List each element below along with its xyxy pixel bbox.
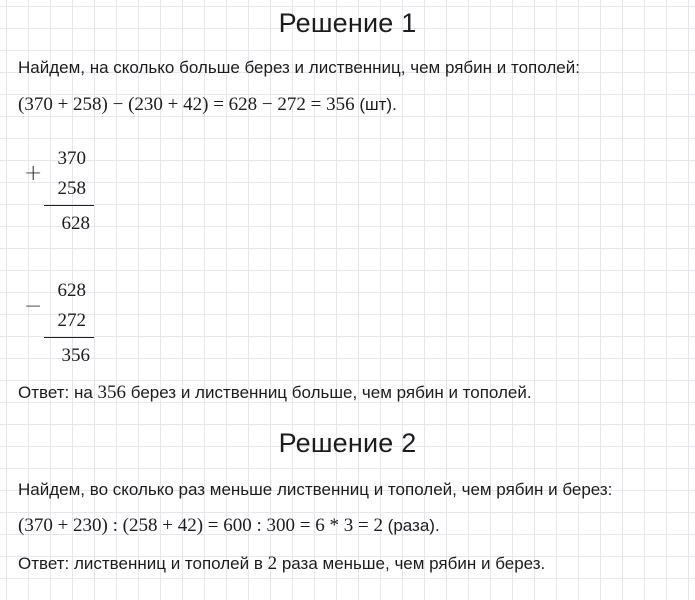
addition-result-line <box>44 205 94 206</box>
solution-2-answer <box>18 553 545 575</box>
solution-2-intro: Найдем, во сколько раз меньше лиственниц и тополей, чем рябин и берез: <box>18 480 613 499</box>
solution-2-answer-suffix: раза меньше, чем рябин и берез. <box>277 554 546 573</box>
subtraction-result: 356 <box>61 345 90 366</box>
solution-1-expression-unit: (шт). <box>354 95 397 114</box>
solution-2-expression-line <box>18 515 440 537</box>
addition-operand-1: 370 <box>57 148 86 169</box>
solution-1-intro: Найдем, на сколько больше берез и лиственниц, чем рябин и тополей: <box>18 58 580 77</box>
solution-1-answer <box>18 382 532 404</box>
solution-1-title: Решение 1 <box>278 8 417 38</box>
minus-sign: − <box>24 294 43 319</box>
solution-2-title: Решение 2 <box>278 428 417 458</box>
solution-2-answer-number: 2 <box>267 553 278 574</box>
solution-1-answer-prefix: Ответ: на <box>18 383 98 402</box>
plus-sign: + <box>24 161 43 186</box>
subtraction-operand-1: 628 <box>57 280 86 301</box>
addition-operand-2: 258 <box>57 178 86 199</box>
solution-1-answer-suffix: берез и лиственниц больше, чем рябин и тополей. <box>126 383 532 402</box>
addition-result: 628 <box>61 213 90 234</box>
solution-1-expression-line <box>18 94 397 116</box>
solution-1-expression: (370 + 258) − (230 + 42) = 628 − 272 = 356 <box>18 94 355 115</box>
solution-1-answer-number: 356 <box>97 382 127 403</box>
subtraction-result-line <box>44 337 94 338</box>
solution-2-expression-unit: (раза). <box>382 516 440 535</box>
solution-2-expression: (370 + 230) : (258 + 42) = 600 : 300 = 6 * 3 = 2 <box>18 515 383 536</box>
solution-2-answer-prefix: Ответ: лиственниц и тополей в <box>18 554 268 573</box>
subtraction-operand-2: 272 <box>57 310 86 331</box>
